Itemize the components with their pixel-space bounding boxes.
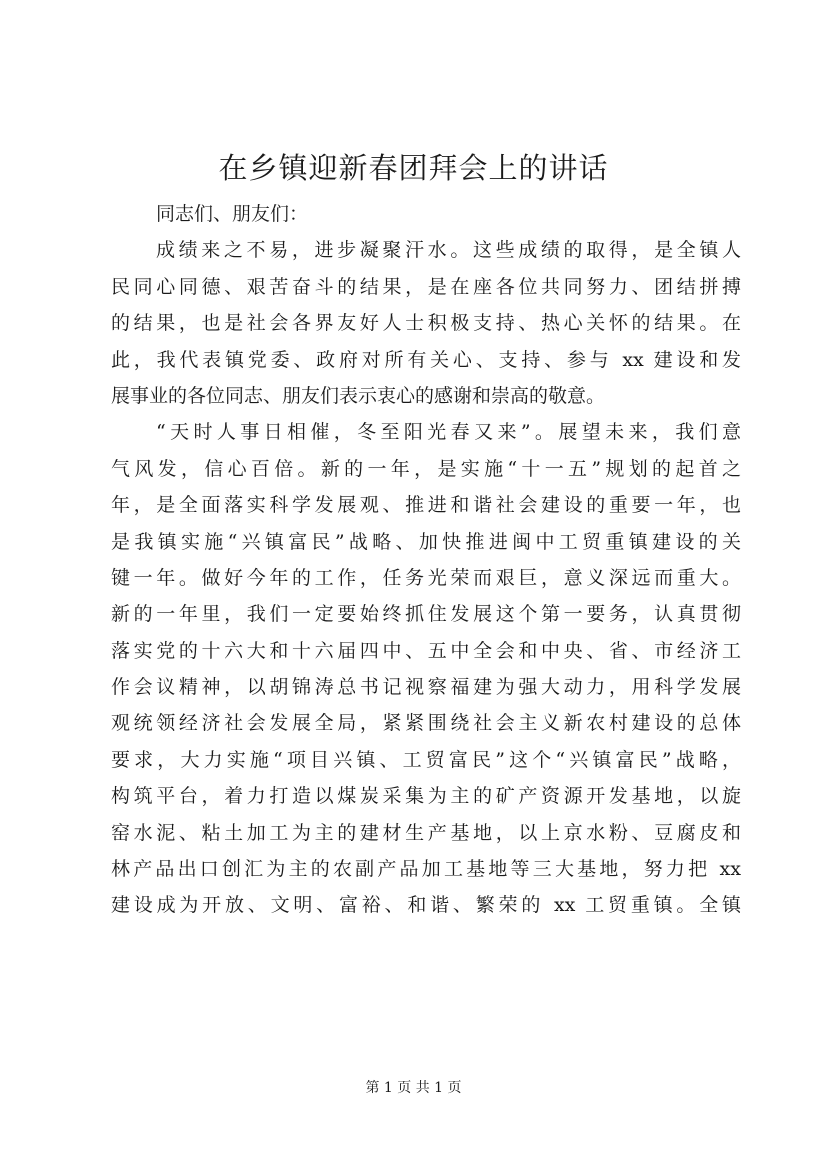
document-body [111,196,741,924]
salutation-line: 同志们、朋友们： [156,203,309,225]
paragraph-line: 林产品出口创汇为主的农副产品加工基地等三大基地，努力把 xx [111,858,741,881]
paragraph-line: 的结果，也是社会各界友好人士积极支持、热心关怀的结果。在 [111,312,741,335]
paragraph-line: 是我镇实施“兴镇富民”战略、加快推进闽中工贸重镇建设的关 [111,530,741,553]
paragraph-line: 落实党的十六大和十六届四中、五中全会和中央、省、市经济工 [111,639,741,662]
document-title: 在乡镇迎新春团拜会上的讲话 [218,151,609,185]
paragraph-line: 成绩来之不易，进步凝聚汗水。这些成绩的取得，是全镇人 [156,239,741,262]
paragraph-line: 观统领经济社会发展全局，紧紧围绕社会主义新农村建设的总体 [111,712,741,735]
paragraph-line: 民同心同德、艰苦奋斗的结果，是在座各位共同努力、团结拼搏 [111,275,741,298]
paragraph-line: 作会议精神，以胡锦涛总书记视察福建为强大动力，用科学发展 [111,676,741,699]
paragraph-line: 气风发，信心百倍。新的一年，是实施“十一五”规划的起首之 [111,457,741,480]
paragraph-line: 键一年。做好今年的工作，任务光荣而艰巨，意义深远而重大。 [111,566,741,589]
paragraph-line: 窑水泥、粘土加工为主的建材生产基地，以上京水粉、豆腐皮和 [111,821,741,844]
paragraph-line: 建设成为开放、文明、富裕、和谐、繁荣的 xx 工贸重镇。全镇 [111,894,741,917]
paragraph-line: 此，我代表镇党委、政府对所有关心、支持、参与 xx 建设和发 [111,348,741,371]
paragraph-line: 新的一年里，我们一定要始终抓住发展这个第一要务，认真贯彻 [111,603,741,626]
paragraph-line: 展事业的各位同志、朋友们表示衷心的感谢和崇高的敬意。 [111,384,606,407]
paragraph-line: 要求，大力实施“项目兴镇、工贸富民”这个“兴镇富民”战略， [111,748,741,771]
paragraph-line: 构筑平台，着力打造以煤炭采集为主的矿产资源开发基地，以旋 [111,785,741,808]
paragraph-line: “天时人事日相催，冬至阳光春又来”。展望未来，我们意 [156,421,741,444]
page-number: 第 1 页 共 1 页 [365,1080,462,1096]
paragraph-line: 年，是全面落实科学发展观、推进和谐社会建设的重要一年，也 [111,494,741,517]
